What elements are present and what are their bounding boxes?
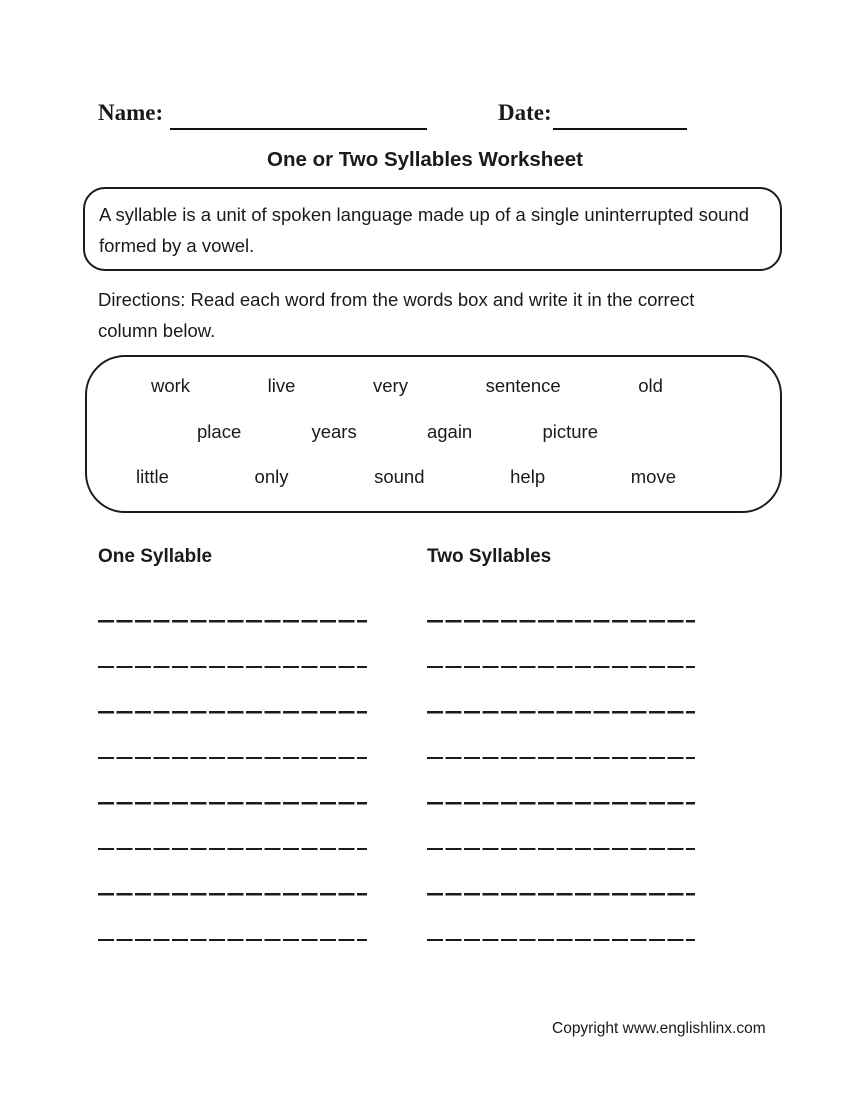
date-blank-line: [553, 102, 687, 130]
answer-blank-line: [98, 805, 367, 851]
answer-blank-line: [98, 759, 367, 805]
word-bank-word: sentence: [485, 375, 561, 396]
copyright-text: Copyright www.englishlinx.com: [552, 1020, 766, 1037]
name-blank-line: [170, 102, 427, 130]
word-bank-word: old: [638, 375, 663, 396]
answer-blank-line: [427, 668, 695, 714]
word-bank-word: very: [373, 375, 408, 396]
one-syllable-blank-lines: [98, 577, 367, 941]
word-bank-word: little: [136, 466, 169, 487]
word-bank-word: help: [510, 466, 546, 487]
answer-blank-line: [427, 577, 695, 623]
word-bank-word: picture: [542, 421, 598, 442]
answer-blank-line: [98, 714, 367, 760]
page-title: One or Two Syllables Worksheet: [267, 148, 583, 171]
word-bank-word: work: [151, 375, 191, 396]
name-label: Name:: [98, 100, 164, 125]
word-bank-word: live: [267, 375, 296, 396]
word-bank-word: only: [254, 466, 289, 487]
word-bank-word: sound: [374, 466, 425, 487]
answer-blank-line: [98, 668, 367, 714]
word-bank-word: move: [630, 466, 676, 487]
word-bank-word: years: [311, 421, 357, 442]
word-bank-row: [87, 370, 780, 402]
word-bank-row: [87, 461, 780, 493]
answer-blank-line: [98, 896, 367, 942]
definition-text: A syllable is a unit of spoken language made up of a single uninterrupted sound formed by a vowel.: [99, 204, 750, 256]
definition-box: [83, 187, 782, 271]
date-label: Date:: [498, 100, 552, 125]
word-bank-word: place: [197, 421, 242, 442]
answer-blank-line: [98, 850, 367, 896]
one-syllable-header: One Syllable: [98, 546, 213, 567]
two-syllables-header: Two Syllables: [427, 546, 552, 567]
word-bank-word: again: [426, 421, 473, 442]
answer-blank-line: [427, 714, 695, 760]
two-syllables-column: [427, 545, 695, 941]
answer-blank-line: [98, 577, 367, 623]
answer-blank-line: [427, 896, 695, 942]
word-bank-box: [85, 355, 782, 513]
answer-blank-line: [427, 850, 695, 896]
word-bank-row: [87, 416, 780, 448]
one-syllable-column: [98, 545, 367, 941]
directions-text: Directions: Read each word from the words box and write it in the correct column below.: [98, 289, 695, 341]
answer-blank-line: [98, 623, 367, 669]
answer-blank-line: [427, 805, 695, 851]
answer-blank-line: [427, 759, 695, 805]
answer-blank-line: [427, 623, 695, 669]
two-syllables-blank-lines: [427, 577, 695, 941]
